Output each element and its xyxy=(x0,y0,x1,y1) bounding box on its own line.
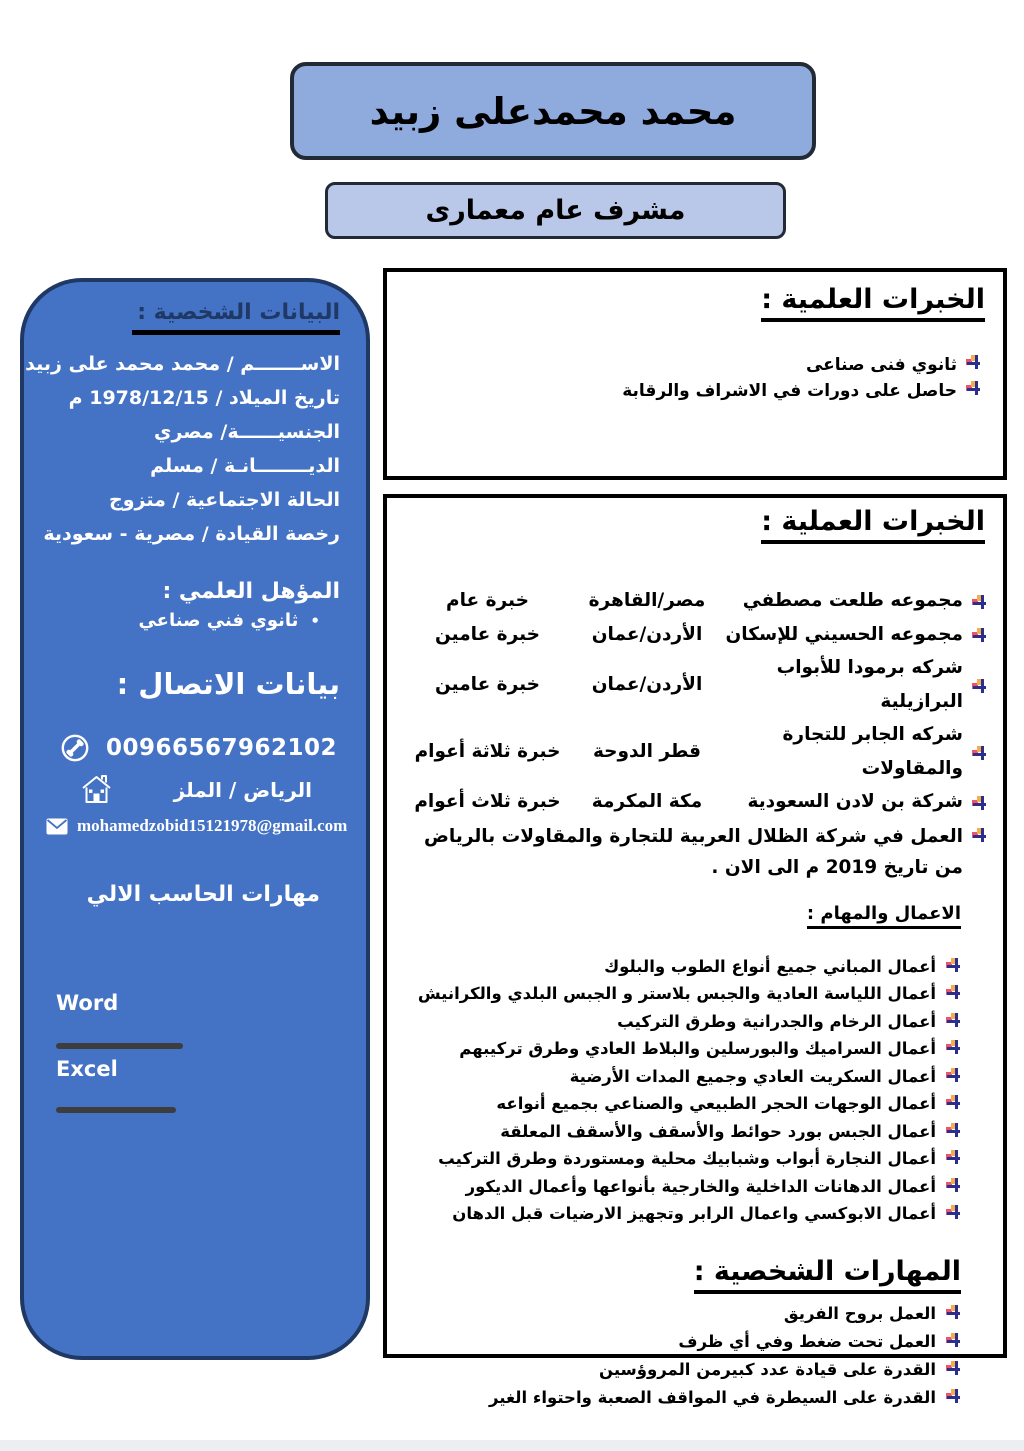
flower-bullet-icon xyxy=(966,381,981,396)
list-item xyxy=(403,1300,961,1328)
task-text: أعمال الجبس بورد حوائط والأسقف والأسقف المعلقة xyxy=(500,1121,936,1141)
personal-skill-text: العمل تحت ضغط وفي أي ظرف xyxy=(678,1331,936,1351)
sidebar xyxy=(20,278,370,1360)
personal-skill-text: القدرة على قيادة عدد كبيرمن المروؤسين xyxy=(598,1359,936,1379)
flower-bullet-icon xyxy=(946,1123,961,1138)
task-text: أعمال النجارة أبواب وشبابيك محلية ومستوردة وطرق التركيب xyxy=(438,1149,936,1168)
task-text: أعمال السكريت العادي وجميع المدات الأرضية xyxy=(569,1066,936,1086)
phone-row xyxy=(44,733,340,763)
list-item xyxy=(403,1090,961,1118)
list-item xyxy=(403,1145,961,1173)
tasks-heading: الاعمال والمهام : xyxy=(807,903,961,929)
qualification-heading: المؤهل العلمي : xyxy=(162,579,340,604)
heading-underline-bar xyxy=(132,330,340,335)
flower-bullet-icon xyxy=(946,1013,961,1028)
flower-bullet-icon xyxy=(972,828,987,843)
personal-data-list xyxy=(25,347,340,551)
task-text: أعمال الرخام والجدرانية وطرق التركيب xyxy=(617,1011,936,1031)
flower-bullet-icon xyxy=(946,1305,961,1320)
list-item xyxy=(403,352,981,378)
personal-skills-list xyxy=(403,1300,987,1412)
company-location: مكة المكرمة xyxy=(591,791,703,812)
company-name: شركة بن لادن السعودية xyxy=(747,791,963,812)
company-name: شركه برمودا للأبواب البرازيلية xyxy=(776,657,963,712)
personal-skill-text: العمل بروح الفريق xyxy=(783,1303,936,1323)
skill-label-excel: Excel xyxy=(56,1057,118,1081)
education-item-text: ثانوي فنى صناعى xyxy=(805,355,957,375)
task-text: أعمال الابوكسي واعمال الرابر وتجهيز الارضيات قبل الدهان xyxy=(452,1204,936,1223)
work-experience-section xyxy=(383,494,1007,1407)
company-location: الأردن/عمان xyxy=(591,673,703,695)
experience-duration: خبرة ثلاث أعوام xyxy=(414,791,561,812)
address-row xyxy=(44,773,340,806)
flower-bullet-icon xyxy=(966,355,981,370)
task-text: أعمال الوجهات الحجر الطبيعي والصناعي بجميع أنواعه xyxy=(496,1094,936,1113)
flower-bullet-icon xyxy=(946,1361,961,1376)
personal-line-religion: الديــــــــانـة / مسلم xyxy=(150,455,340,477)
education-section xyxy=(383,268,1007,480)
list-item xyxy=(403,1173,961,1201)
phone-circle-icon xyxy=(60,733,90,763)
work-heading: الخبرات العملية : xyxy=(761,506,985,544)
task-text: أعمال اللياسة العادية والجبس بلاستر و الجبس البلدي والكرانيش xyxy=(417,984,936,1003)
company-name: مجموعه طلعت مصطفي xyxy=(742,590,963,611)
education-item-text: حاصل على دورات في الاشراف والرقابة xyxy=(622,381,957,401)
current-job-text: العمل في شركة الظلال العربية للتجارة والمقاولات بالرياض من تاريخ 2019 م الى الان . xyxy=(424,825,963,878)
list-item xyxy=(403,1008,961,1036)
phone-number: 00966567962102 xyxy=(106,735,338,761)
company-location: قطر الدوحة xyxy=(592,740,702,762)
tasks-list xyxy=(403,953,987,1228)
list-item xyxy=(403,953,961,981)
flower-bullet-icon xyxy=(946,1178,961,1193)
personal-line-birthdate: تاريخ الميلاد / 1978/12/15 م xyxy=(68,387,340,409)
table-row xyxy=(403,651,987,718)
list-item xyxy=(403,1063,961,1091)
flower-bullet-icon xyxy=(972,595,987,610)
experience-duration: خبرة عام xyxy=(446,590,529,611)
work-rows xyxy=(403,584,987,883)
company-name: مجموعه الحسيني للإسكان xyxy=(725,623,963,645)
qualification-text: ثانوي فني صناعي xyxy=(138,610,299,631)
contact-heading: بيانات الاتصال : xyxy=(116,667,340,701)
table-row xyxy=(403,718,987,785)
job-title: مشرف عام معمارى xyxy=(425,195,686,226)
table-row xyxy=(403,618,987,652)
list-item xyxy=(403,378,981,404)
list-item xyxy=(403,980,961,1008)
flower-bullet-icon xyxy=(946,1205,961,1220)
company-location: الأردن/عمان xyxy=(591,623,703,645)
house-icon xyxy=(80,773,113,806)
computer-skills-heading: مهارات الحاسب الالي xyxy=(86,882,320,907)
task-text: أعمال السراميك والبورسلين والبلاط العادي وطرق تركيبهم xyxy=(459,1039,936,1058)
skill-label-word: Word xyxy=(56,991,119,1015)
envelope-icon xyxy=(46,818,68,835)
personal-line-name: الاســـــــم / محمد محمد على زبيد xyxy=(25,353,340,375)
list-item xyxy=(403,1035,961,1063)
email-row xyxy=(44,816,348,836)
experience-duration: خبرة عامين xyxy=(435,623,540,645)
table-row xyxy=(403,785,987,819)
task-text: أعمال الدهانات الداخلية والخارجية بأنواعها وأعمال الديكور xyxy=(465,1176,936,1196)
task-text: أعمال المباني جميع أنواع الطوب والبلوك xyxy=(604,956,936,976)
flower-bullet-icon xyxy=(946,1068,961,1083)
qualification-item xyxy=(44,610,340,631)
flower-bullet-icon xyxy=(946,1040,961,1055)
flower-bullet-icon xyxy=(946,958,961,973)
contact-rows xyxy=(44,733,348,836)
flower-bullet-icon xyxy=(946,1389,961,1404)
personal-line-driving-license: رخصة القيادة / مصرية - سعودية xyxy=(43,523,340,545)
flower-bullet-icon xyxy=(972,679,987,694)
name-header-box xyxy=(290,62,816,160)
skill-bar-word xyxy=(56,1043,183,1049)
education-items xyxy=(403,352,987,404)
flower-bullet-icon xyxy=(946,1095,961,1110)
personal-line-marital-status: الحالة الاجتماعية / متزوج xyxy=(109,489,340,511)
job-title-box xyxy=(325,182,786,239)
personal-line-nationality: الجنسيــــــة/ مصري xyxy=(154,421,340,443)
flower-bullet-icon xyxy=(946,1150,961,1165)
list-item xyxy=(403,1200,961,1228)
company-name: شركه الجابر للتجارة والمقاولات xyxy=(782,724,963,779)
address-text: الرياض / الملز xyxy=(173,777,312,802)
list-item xyxy=(403,1118,961,1146)
flower-bullet-icon xyxy=(972,628,987,643)
flower-bullet-icon xyxy=(946,1333,961,1348)
personal-data-heading: البيانات الشخصية : xyxy=(137,300,340,325)
personal-skill-text: القدرة على السيطرة في المواقف الصعبة واحتواء الغير xyxy=(488,1387,936,1407)
skill-bar-excel xyxy=(56,1107,176,1113)
flower-bullet-icon xyxy=(972,796,987,811)
flower-bullet-icon xyxy=(946,985,961,1000)
list-item xyxy=(403,1384,961,1412)
flower-bullet-icon xyxy=(972,746,987,761)
page-bottom-strip xyxy=(0,1440,1024,1451)
company-location: مصر/القاهرة xyxy=(588,590,706,611)
experience-duration: خبرة ثلاثة أعوام xyxy=(414,740,561,762)
experience-duration: خبرة عامين xyxy=(435,673,540,695)
personal-skills-heading: المهارات الشخصية : xyxy=(694,1256,961,1294)
person-name: محمد محمدعلى زبيد xyxy=(369,89,737,133)
current-job-row xyxy=(403,821,987,883)
list-item xyxy=(403,1356,961,1384)
email-text: mohamedzobid15121978@gmail.com xyxy=(77,816,348,835)
table-row xyxy=(403,584,987,618)
computer-skills-list xyxy=(44,991,340,1113)
education-heading: الخبرات العلمية : xyxy=(761,284,985,322)
dot-bullet-icon: • xyxy=(310,612,320,630)
list-item xyxy=(403,1328,961,1356)
